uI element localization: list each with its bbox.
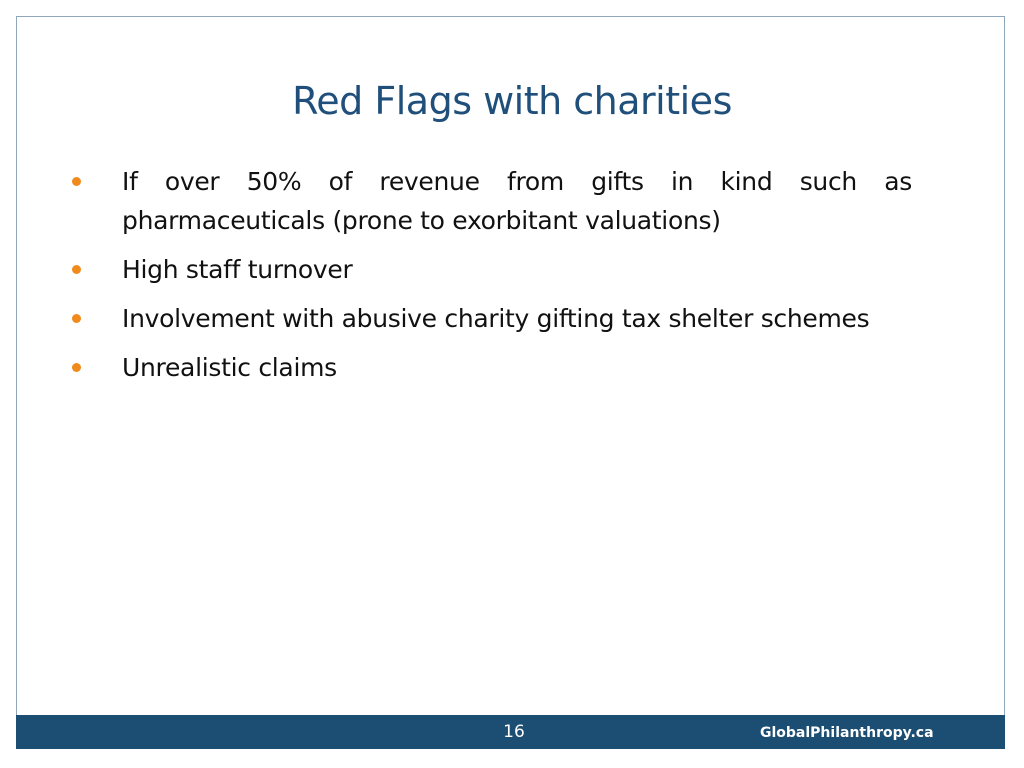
bullet-dot-icon: [72, 177, 81, 186]
bullet-text: If over 50% of revenue from gifts in kind such as pharmaceuticals (prone to exorbitant valuations): [122, 167, 912, 235]
bullet-item: [72, 299, 912, 338]
bullet-dot-icon: [72, 314, 81, 323]
bullet-item: [72, 348, 912, 387]
footer-site-name: GlobalPhilanthropy.ca: [760, 725, 934, 741]
bullet-dot-icon: [72, 265, 81, 274]
bullet-item: [72, 162, 912, 240]
bullet-list: [72, 162, 912, 397]
page-number: 16: [503, 722, 525, 742]
slide-title: Red Flags with charities: [292, 79, 732, 123]
bullet-text: High staff turnover: [122, 255, 353, 284]
bullet-item: [72, 250, 912, 289]
bullet-dot-icon: [72, 363, 81, 372]
bullet-text: Unrealistic claims: [122, 353, 337, 382]
bullet-text: Involvement with abusive charity gifting tax shelter schemes: [122, 304, 870, 333]
